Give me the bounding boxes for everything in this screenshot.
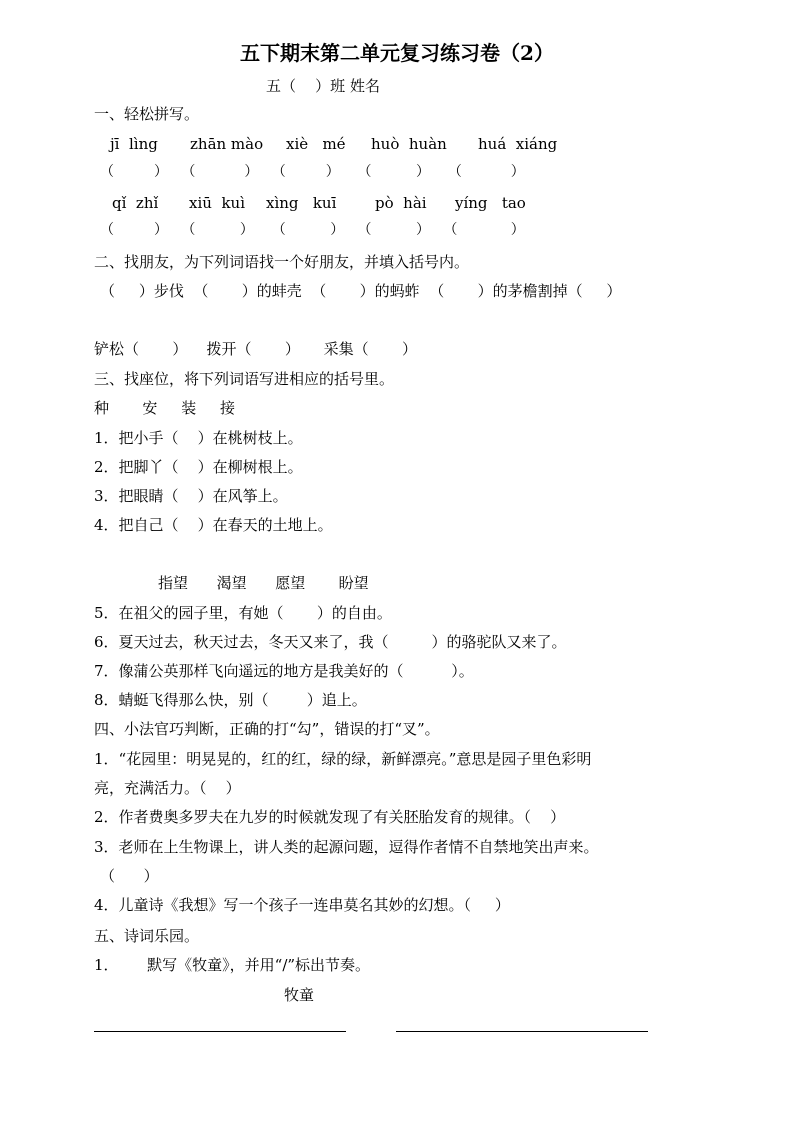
poem-title: 牧童: [284, 986, 315, 1004]
pinyin-8: xìng kuī: [266, 194, 337, 212]
section-2-line-2: 铲松（ ） 拨开（ ） 采集（ ）: [94, 340, 418, 358]
writing-line-right[interactable]: [396, 1031, 648, 1032]
poem-instruction: 1． 默写《牧童》，并用“/”标出节奏。: [94, 956, 371, 974]
word-bank-1: 种 安 装 接: [94, 399, 236, 417]
list-item: 5．在祖父的园子里，有她（ ）的自由。: [94, 604, 392, 622]
class-label: 五（ ）班: [266, 77, 346, 95]
list-item: 6．夏天过去，秋天过去，冬天又来了，我（ ）的骆驼队又来了。: [94, 633, 567, 651]
pinyin-6: qǐ zhǐ: [112, 194, 159, 212]
pinyin-2: zhān mào: [190, 135, 264, 153]
name-label: 姓名: [350, 77, 381, 95]
answer-blanks-row-1: （ ） （ ） （ ） （ ） （ ）: [100, 164, 525, 180]
page-title: 五下期末第二单元复习练习卷（2）: [240, 41, 554, 65]
list-item: 3．把眼睛（ ）在风筝上。: [94, 487, 288, 505]
section-5-heading: 五、诗词乐园。: [94, 927, 200, 945]
pinyin-3: xiè mé: [286, 135, 346, 153]
judge-item-1-line-2: 亮，充满活力。（ ）: [94, 779, 241, 797]
list-item: 1．把小手（ ）在桃树枝上。: [94, 429, 303, 447]
judge-item-4: 4．儿童诗《我想》写一个孩子一连串莫名其妙的幻想。（ ）: [94, 896, 510, 914]
judge-item-1-line-1: 1．“花园里：明晃晃的，红的红，绿的绿，新鲜漂亮。”意思是园子里色彩明: [94, 750, 592, 768]
answer-blanks-row-2: （ ） （ ） （ ） （ ） （ ）: [100, 222, 525, 238]
section-2-heading: 二、找朋友，为下列词语找一个好朋友，并填入括号内。: [94, 253, 470, 271]
writing-line-left[interactable]: [94, 1031, 346, 1032]
list-item: 4．把自己（ ）在春天的土地上。: [94, 516, 333, 534]
pinyin-7: xiū kuì: [189, 194, 246, 212]
pinyin-9: pò hài: [375, 194, 427, 212]
section-2-line-1: （ ）步伐 （ ）的蚌壳 （ ）的蚂蚱 （ ）的茅檐割掉（ ）: [100, 282, 622, 300]
pinyin-5: huá xiáng: [478, 135, 558, 153]
section-3-heading: 三、找座位，将下列词语写进相应的括号里。: [94, 370, 395, 388]
section-4-heading: 四、小法官巧判断，正确的打“勾”，错误的打“叉”。: [94, 720, 440, 738]
pinyin-10: yíng tao: [455, 194, 526, 212]
pinyin-4: huò huàn: [371, 135, 447, 153]
word-bank-2: 指望 渴望 愿望 盼望: [158, 574, 369, 592]
list-item: 2．把脚丫（ ）在柳树根上。: [94, 458, 303, 476]
section-1-heading: 一、轻松拼写。: [94, 105, 200, 123]
judge-item-3-line-1: 3．老师在上生物课上，讲人类的起源问题，逗得作者情不自禁地笑出声来。: [94, 838, 599, 856]
judge-item-3-line-2: （ ）: [100, 867, 159, 885]
pinyin-1: jī lìng: [110, 135, 158, 153]
judge-item-2: 2．作者费奥多罗夫在九岁的时候就发现了有关胚胎发育的规律。（ ）: [94, 808, 566, 826]
list-item: 8．蜻蜓飞得那么快，别（ ）追上。: [94, 691, 367, 709]
list-item: 7．像蒲公英那样飞向遥远的地方是我美好的（ ）。: [94, 662, 474, 680]
